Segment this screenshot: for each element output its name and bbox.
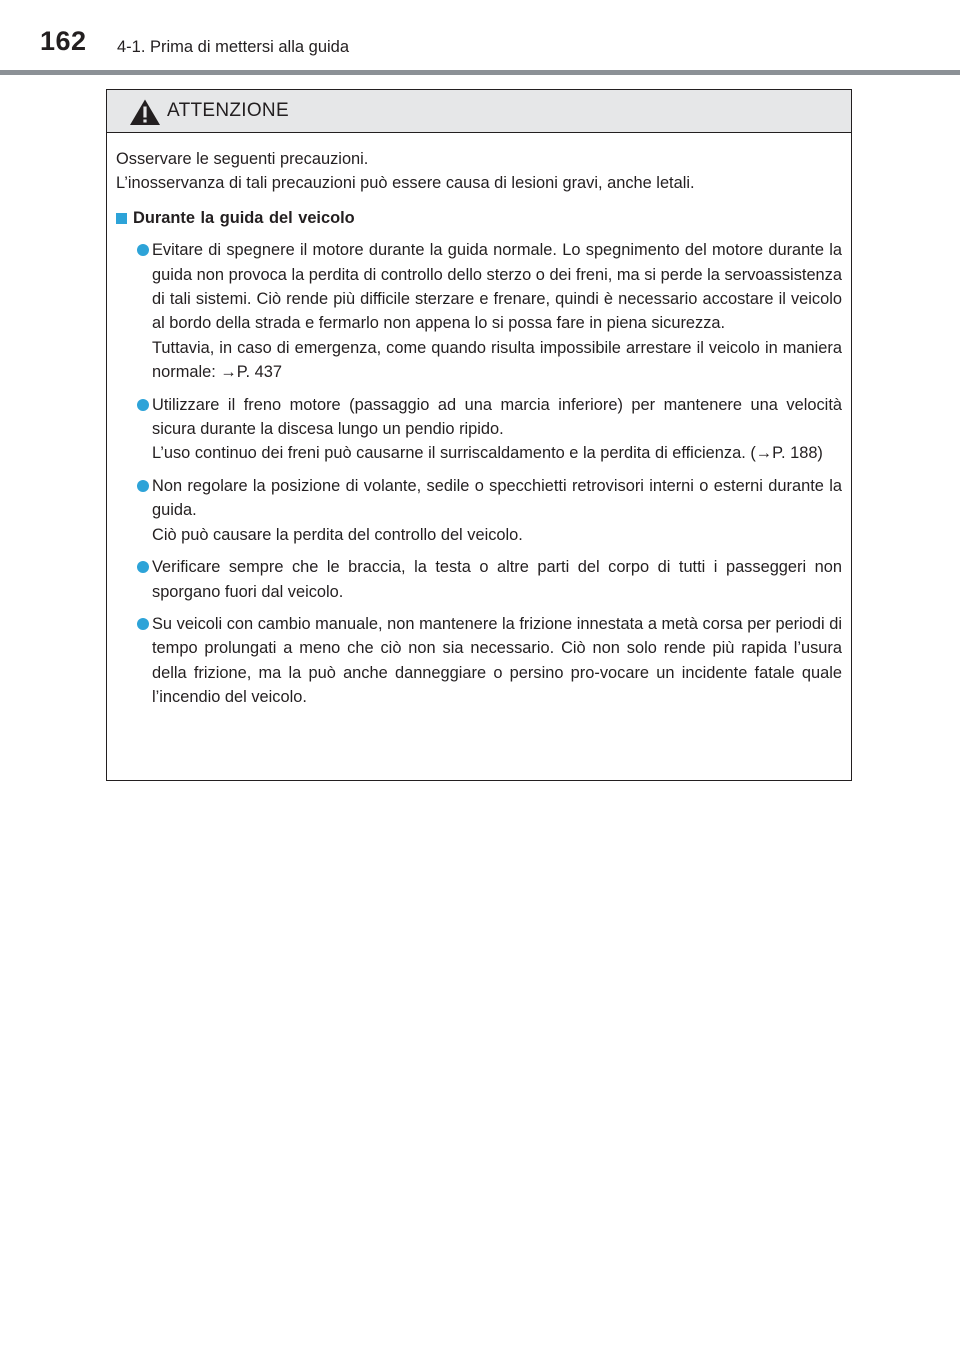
item-paragraph: Su veicoli con cambio manuale, non mantenere la frizione innestata a metà corsa per periodi di tempo prolungati a meno che ciò non sia necessario. Ciò non solo rende più rapida l’usura della frizione, ma la può anche danneggiare o persino pro-vocare un incidente fatale quale l’incendio del veicolo. [152, 614, 842, 707]
caution-title: ATTENZIONE [167, 100, 289, 121]
round-bullet-icon [137, 399, 149, 411]
caution-item [116, 238, 842, 384]
item-paragraph: Verificare sempre che le braccia, la testa o altre parti del corpo di tutti i passeggeri non sporgano fuori dal veicolo. [152, 558, 842, 601]
item-paragraph: Evitare di spegnere il motore durante la guida normale. Lo spegnimento del motore durante la guida non provoca la perdita di controllo dello sterzo o dei freni, ma si perde la servoassistenza di tali sistemi. Ciò rende più difficile sterzare e frenare, quindi è necessario accostare il veicolo al bordo della strada e fermarlo non appena lo si possa fare in piena sicurezza. [152, 241, 842, 333]
round-bullet-icon [137, 480, 149, 492]
item-paragraph: Utilizzare il freno motore (passaggio ad una marcia inferiore) per mantenere una velocità sicura durante la discesa lungo un pendio ripido. [152, 395, 842, 439]
page-number: 162 [40, 26, 87, 56]
warning-triangle-icon [129, 98, 161, 126]
item-paragraph: Non regolare la posizione di volante, sedile o specchietti retrovisori interni o esterni durante la guida. [152, 476, 842, 520]
caution-intro [116, 147, 842, 196]
header-divider [0, 70, 960, 75]
section-title: 4-1. Prima di mettersi alla guida [117, 38, 350, 56]
caution-box [106, 89, 852, 781]
intro-line: L’inosservanza di tali precauzioni può essere causa di lesioni gravi, anche letali. [116, 174, 695, 193]
round-bullet-icon [137, 244, 149, 256]
item-paragraph: Tuttavia, in caso di emergenza, come quando risulta impossibile arrestare il veicolo in maniera normale: →P. 437 [152, 338, 842, 382]
caution-item [116, 555, 842, 604]
subheading-text: Durante la guida del veicolo [133, 208, 355, 227]
caution-item [116, 393, 842, 466]
round-bullet-icon [137, 618, 149, 630]
caution-body [107, 133, 851, 710]
intro-line: Osservare le seguenti precauzioni. [116, 150, 369, 168]
round-bullet-icon [137, 561, 149, 573]
caution-header [107, 90, 851, 133]
item-paragraph: L’uso continuo dei freni può causarne il surriscaldamento e la perdita di efficienza. (→P. 188) [152, 444, 823, 463]
caution-item [116, 474, 842, 547]
subheading [116, 206, 842, 230]
square-bullet-icon [116, 213, 127, 224]
caution-item [116, 612, 842, 710]
item-paragraph: Ciò può causare la perdita del controllo del veicolo. [152, 525, 523, 544]
